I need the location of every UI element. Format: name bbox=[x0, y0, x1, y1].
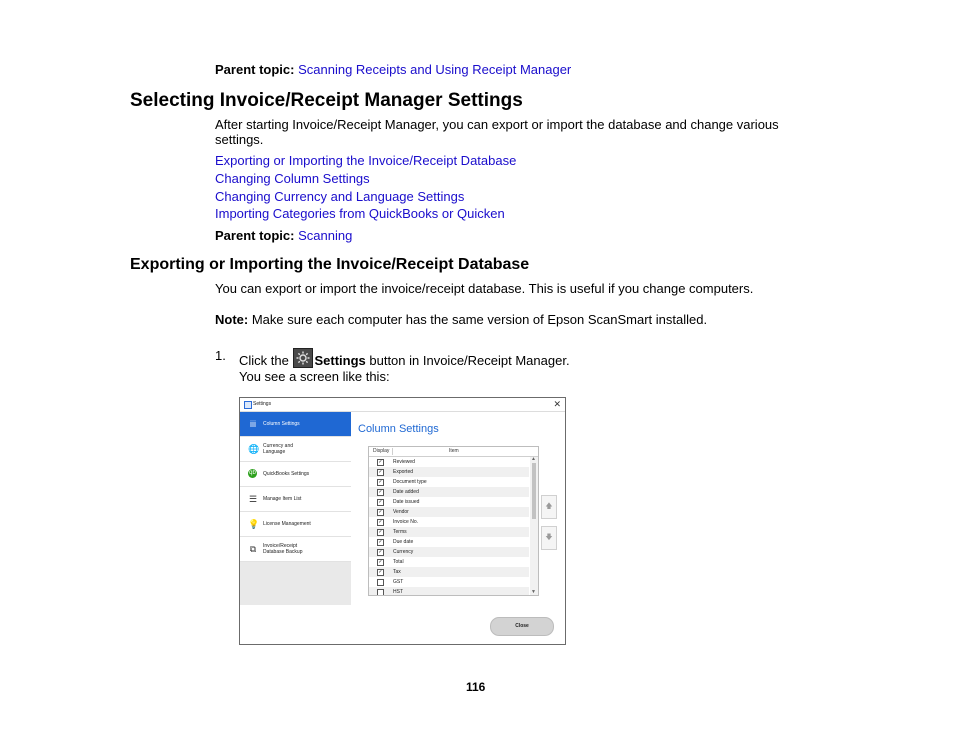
table-row bbox=[369, 537, 529, 547]
step-1-pre: Click the bbox=[239, 353, 293, 368]
checkbox-unchecked[interactable] bbox=[377, 579, 384, 586]
checkbox-checked[interactable]: ✓ bbox=[378, 479, 383, 485]
sidebar-item-license[interactable] bbox=[240, 512, 351, 537]
table-row bbox=[369, 467, 529, 477]
table-row bbox=[369, 457, 529, 467]
step-number: 1. bbox=[215, 348, 226, 363]
sidebar-item-label: Manage Item List bbox=[263, 496, 302, 502]
settings-app-icon bbox=[244, 401, 252, 409]
move-down-button[interactable] bbox=[541, 526, 557, 550]
link-export-import[interactable]: Exporting or Importing the Invoice/Receipt Database bbox=[215, 153, 517, 168]
sidebar-item-manage-item-list[interactable] bbox=[240, 487, 351, 512]
close-icon[interactable]: ✕ bbox=[553, 399, 561, 409]
arrow-up-icon: 🡅 bbox=[545, 503, 553, 510]
link-import-categories[interactable]: Importing Categories from QuickBooks or Quicken bbox=[215, 206, 505, 221]
lightbulb-icon: 💡 bbox=[248, 519, 260, 529]
table-header bbox=[369, 447, 538, 457]
sidebar-item-currency-language[interactable] bbox=[240, 437, 351, 462]
table-row bbox=[369, 567, 529, 577]
note-label: Note: bbox=[215, 312, 249, 327]
checkbox-checked[interactable]: ✓ bbox=[378, 549, 383, 555]
checkbox-checked[interactable]: ✓ bbox=[378, 469, 383, 475]
parent-topic-line-2 bbox=[215, 228, 352, 244]
globe-icon: 🌐 bbox=[248, 444, 260, 454]
header-display: Display bbox=[373, 448, 390, 454]
sidebar-item-database-backup[interactable] bbox=[240, 537, 351, 562]
gear-icon bbox=[293, 348, 313, 368]
checkbox-checked[interactable]: ✓ bbox=[378, 559, 383, 565]
sidebar-item-label: Invoice/Receipt Database Backup bbox=[263, 543, 303, 555]
sidebar-item-label: QuickBooks Settings bbox=[263, 471, 310, 477]
header-separator bbox=[392, 448, 393, 455]
row-item-label: Date added bbox=[393, 489, 419, 495]
table-row bbox=[369, 587, 529, 596]
sidebar-item-column-settings[interactable] bbox=[240, 412, 351, 437]
scroll-down-icon[interactable]: ▼ bbox=[531, 589, 536, 595]
section-text: You can export or import the invoice/receipt database. This is useful if you change computers. bbox=[215, 281, 754, 296]
intro-text-line-1: After starting Invoice/Receipt Manager, you can export or import the database and change various bbox=[215, 117, 779, 132]
link-currency-language[interactable]: Changing Currency and Language Settings bbox=[215, 189, 465, 204]
row-item-label: Terms bbox=[393, 529, 407, 535]
checkbox-checked[interactable]: ✓ bbox=[378, 569, 383, 575]
parent-topic-label-2: Parent topic: bbox=[215, 228, 295, 243]
backup-icon: ⧉ bbox=[249, 544, 257, 554]
dialog-title: Settings bbox=[253, 401, 272, 407]
settings-sidebar bbox=[240, 412, 351, 605]
list-icon: ☰ bbox=[248, 494, 258, 504]
quickbooks-icon: qb bbox=[249, 470, 256, 476]
checkbox-checked[interactable]: ✓ bbox=[378, 519, 383, 525]
move-up-button[interactable] bbox=[541, 495, 557, 519]
step-1-text bbox=[239, 348, 570, 369]
dialog-title-bar bbox=[240, 398, 565, 412]
note-text: Make sure each computer has the same version of Epson ScanSmart installed. bbox=[248, 312, 708, 327]
column-settings-table bbox=[368, 446, 539, 596]
step-1-post: button in Invoice/Receipt Manager. bbox=[365, 353, 570, 368]
table-row bbox=[369, 487, 529, 497]
checkbox-checked[interactable]: ✓ bbox=[378, 489, 383, 495]
checkbox-checked[interactable]: ✓ bbox=[378, 499, 383, 505]
table-row bbox=[369, 547, 529, 557]
parent-topic-link-receipts[interactable]: Scanning Receipts and Using Receipt Manager bbox=[298, 62, 572, 77]
link-column-settings[interactable]: Changing Column Settings bbox=[215, 171, 370, 186]
checkbox-unchecked[interactable] bbox=[377, 589, 384, 596]
row-item-label: Exported bbox=[393, 469, 414, 475]
intro-text-line-2: settings. bbox=[215, 132, 264, 147]
table-row bbox=[369, 477, 529, 487]
checkbox-checked[interactable]: ✓ bbox=[378, 539, 383, 545]
table-row bbox=[369, 557, 529, 567]
sidebar-item-label: Column Settings bbox=[263, 421, 300, 427]
table-row bbox=[369, 577, 529, 587]
row-item-label: Currency bbox=[393, 549, 414, 555]
row-item-label: Due date bbox=[393, 539, 414, 545]
table-scrollbar[interactable] bbox=[530, 457, 538, 595]
row-item-label: Total bbox=[393, 559, 404, 565]
sidebar-item-quickbooks[interactable] bbox=[240, 462, 351, 487]
section-title: Exporting or Importing the Invoice/Receipt Database bbox=[130, 256, 530, 273]
row-item-label: Vendor bbox=[393, 509, 409, 515]
row-item-label: Date issued bbox=[393, 499, 420, 505]
checkbox-checked[interactable]: ✓ bbox=[378, 529, 383, 535]
parent-topic-link-scanning[interactable]: Scanning bbox=[298, 228, 353, 243]
arrow-down-icon: 🡇 bbox=[545, 534, 553, 541]
page-number: 116 bbox=[466, 680, 486, 694]
table-row bbox=[369, 517, 529, 527]
checkbox-checked[interactable]: ✓ bbox=[378, 459, 383, 465]
row-item-label: Reviewed bbox=[393, 459, 415, 465]
row-item-label: HST bbox=[393, 589, 403, 595]
row-item-label: GST bbox=[393, 579, 404, 585]
close-button[interactable]: Close bbox=[490, 617, 554, 636]
sidebar-item-label: License Management bbox=[263, 521, 311, 527]
settings-dialog-screenshot bbox=[239, 397, 566, 645]
checkbox-checked[interactable]: ✓ bbox=[378, 509, 383, 515]
step-1 bbox=[215, 348, 226, 364]
scroll-thumb[interactable] bbox=[532, 463, 536, 519]
note bbox=[215, 312, 707, 328]
columns-icon: iii bbox=[250, 419, 256, 429]
table-row bbox=[369, 497, 529, 507]
row-item-label: Tax bbox=[393, 569, 401, 575]
parent-topic-label: Parent topic: bbox=[215, 62, 295, 77]
row-item-label: Invoice No. bbox=[393, 519, 419, 525]
scroll-up-icon[interactable]: ▲ bbox=[531, 456, 536, 462]
parent-topic-line-1 bbox=[215, 62, 571, 78]
step-1-result: You see a screen like this: bbox=[239, 369, 390, 384]
row-item-label: Document type bbox=[393, 479, 427, 485]
page-title: Selecting Invoice/Receipt Manager Settings bbox=[130, 90, 523, 111]
table-row bbox=[369, 507, 529, 517]
step-1-settings: Settings bbox=[314, 353, 366, 368]
header-item: Item bbox=[449, 448, 459, 454]
panel-title: Column Settings bbox=[358, 423, 439, 435]
sidebar-item-label: Currency and Language bbox=[263, 443, 294, 455]
table-row bbox=[369, 527, 529, 537]
